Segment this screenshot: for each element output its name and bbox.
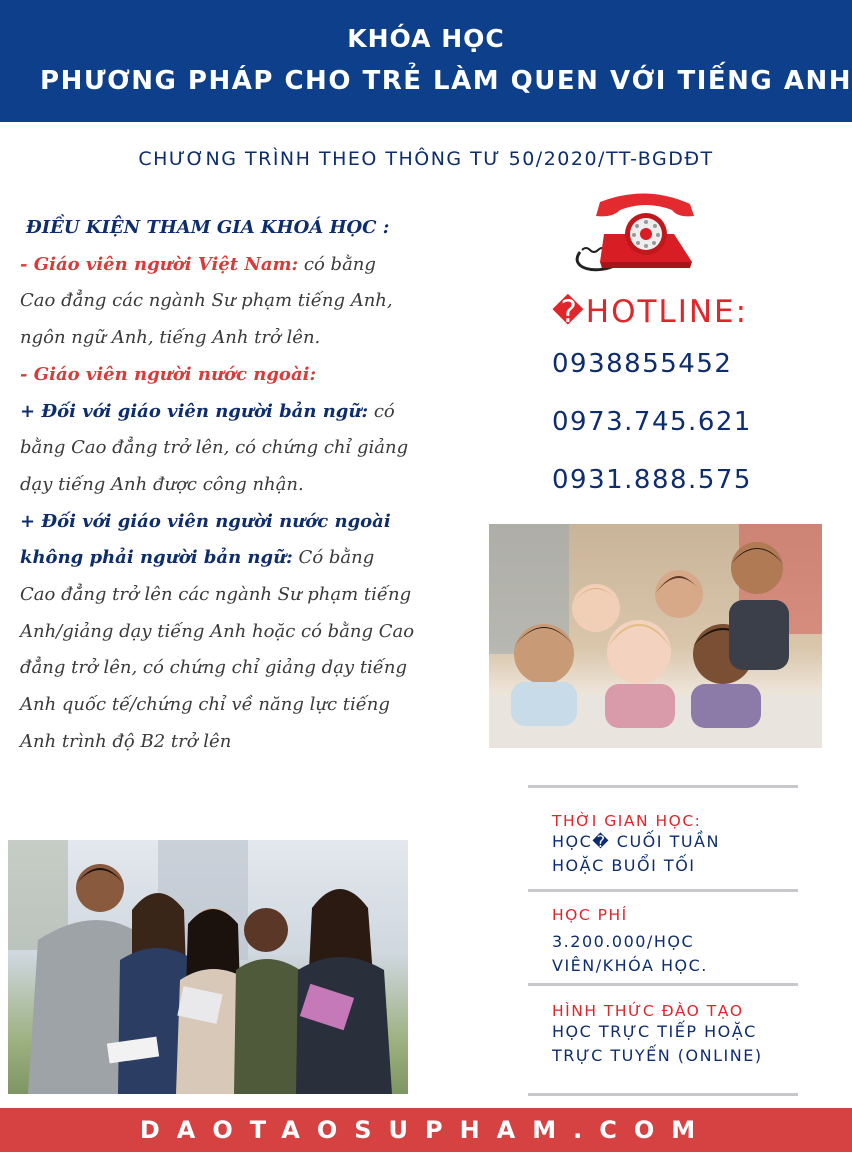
tuition-line-1: 3.200.000/HỌC [552,932,695,951]
course-label: KHÓA HỌC [347,24,505,53]
hotline-label: �HOTLINE: [552,294,749,330]
conditions-section [20,210,415,761]
course-title: PHƯƠNG PHÁP CHO TRẺ LÀM QUEN VỚI TIẾNG ANH [40,66,852,96]
training-mode-title: HÌNH THỨC ĐÀO TẠO [552,1002,744,1020]
non-native-text: Có bằng Cao đẳng trở lên các ngành Sư phạm tiếng Anh/giảng dạy tiếng Anh hoặc có bằng Cao đẳng trở lên, có chứng chỉ giảng dạy tiếng Anh quốc tế/chứng chỉ về năng lực tiếng Anh trình độ B2 trở lên [20,547,415,752]
training-mode-block [528,983,798,1068]
vn-teacher-label: - Giáo viên người Việt Nam: [20,253,299,275]
header-banner [0,0,852,122]
hotline-number-3[interactable]: 0931.888.575 [552,465,752,495]
program-subtitle: CHƯƠNG TRÌNH THEO THÔNG TƯ 50/2020/TT-BGDĐT [138,148,714,170]
training-mode-line-2: TRỰC TUYẾN (ONLINE) [552,1046,763,1065]
info-divider [528,1093,798,1096]
hotline-number-1[interactable]: 0938855452 [552,349,733,379]
students-photo [8,840,408,1094]
study-time-title: THỜI GIAN HỌC: [552,812,702,830]
study-time-line-2: HOẶC BUỔI TỐI [552,856,696,875]
training-mode-line-1: HỌC TRỰC TIẾP HOẶC [552,1022,757,1041]
vn-teacher-condition [20,247,415,357]
tuition-block [528,889,798,978]
study-time-block [528,785,798,878]
tuition-line-2: VIÊN/KHÓA HỌC. [552,956,708,975]
conditions-title: ĐIỀU KIỆN THAM GIA KHOÁ HỌC : [26,217,390,238]
tuition-title: HỌC PHÍ [552,906,628,924]
hotline-number-2[interactable]: 0973.745.621 [552,407,752,437]
native-speaker-condition [20,394,415,504]
telephone-icon [574,190,698,276]
non-native-condition [20,504,415,761]
website-footer[interactable]: DAOTAOSUPHAM.COM [0,1108,852,1152]
kids-photo [489,524,822,748]
foreign-teacher-label: - Giáo viên người nước ngoài: [20,363,317,385]
non-native-label: + Đối với giáo viên người nước ngoài không phải người bản ngữ: [20,510,391,569]
native-speaker-label: + Đối với giáo viên người bản ngữ: [20,400,369,422]
study-time-line-1: HỌC� CUỐI TUẦN [552,832,720,851]
native-speaker-text: có bằng Cao đẳng trở lên, có chứng chỉ giảng dạy tiếng Anh được công nhận. [20,400,409,495]
vn-teacher-text: có bằng Cao đẳng các ngành Sư phạm tiếng Anh, ngôn ngữ Anh, tiếng Anh trở lên. [20,253,393,349]
